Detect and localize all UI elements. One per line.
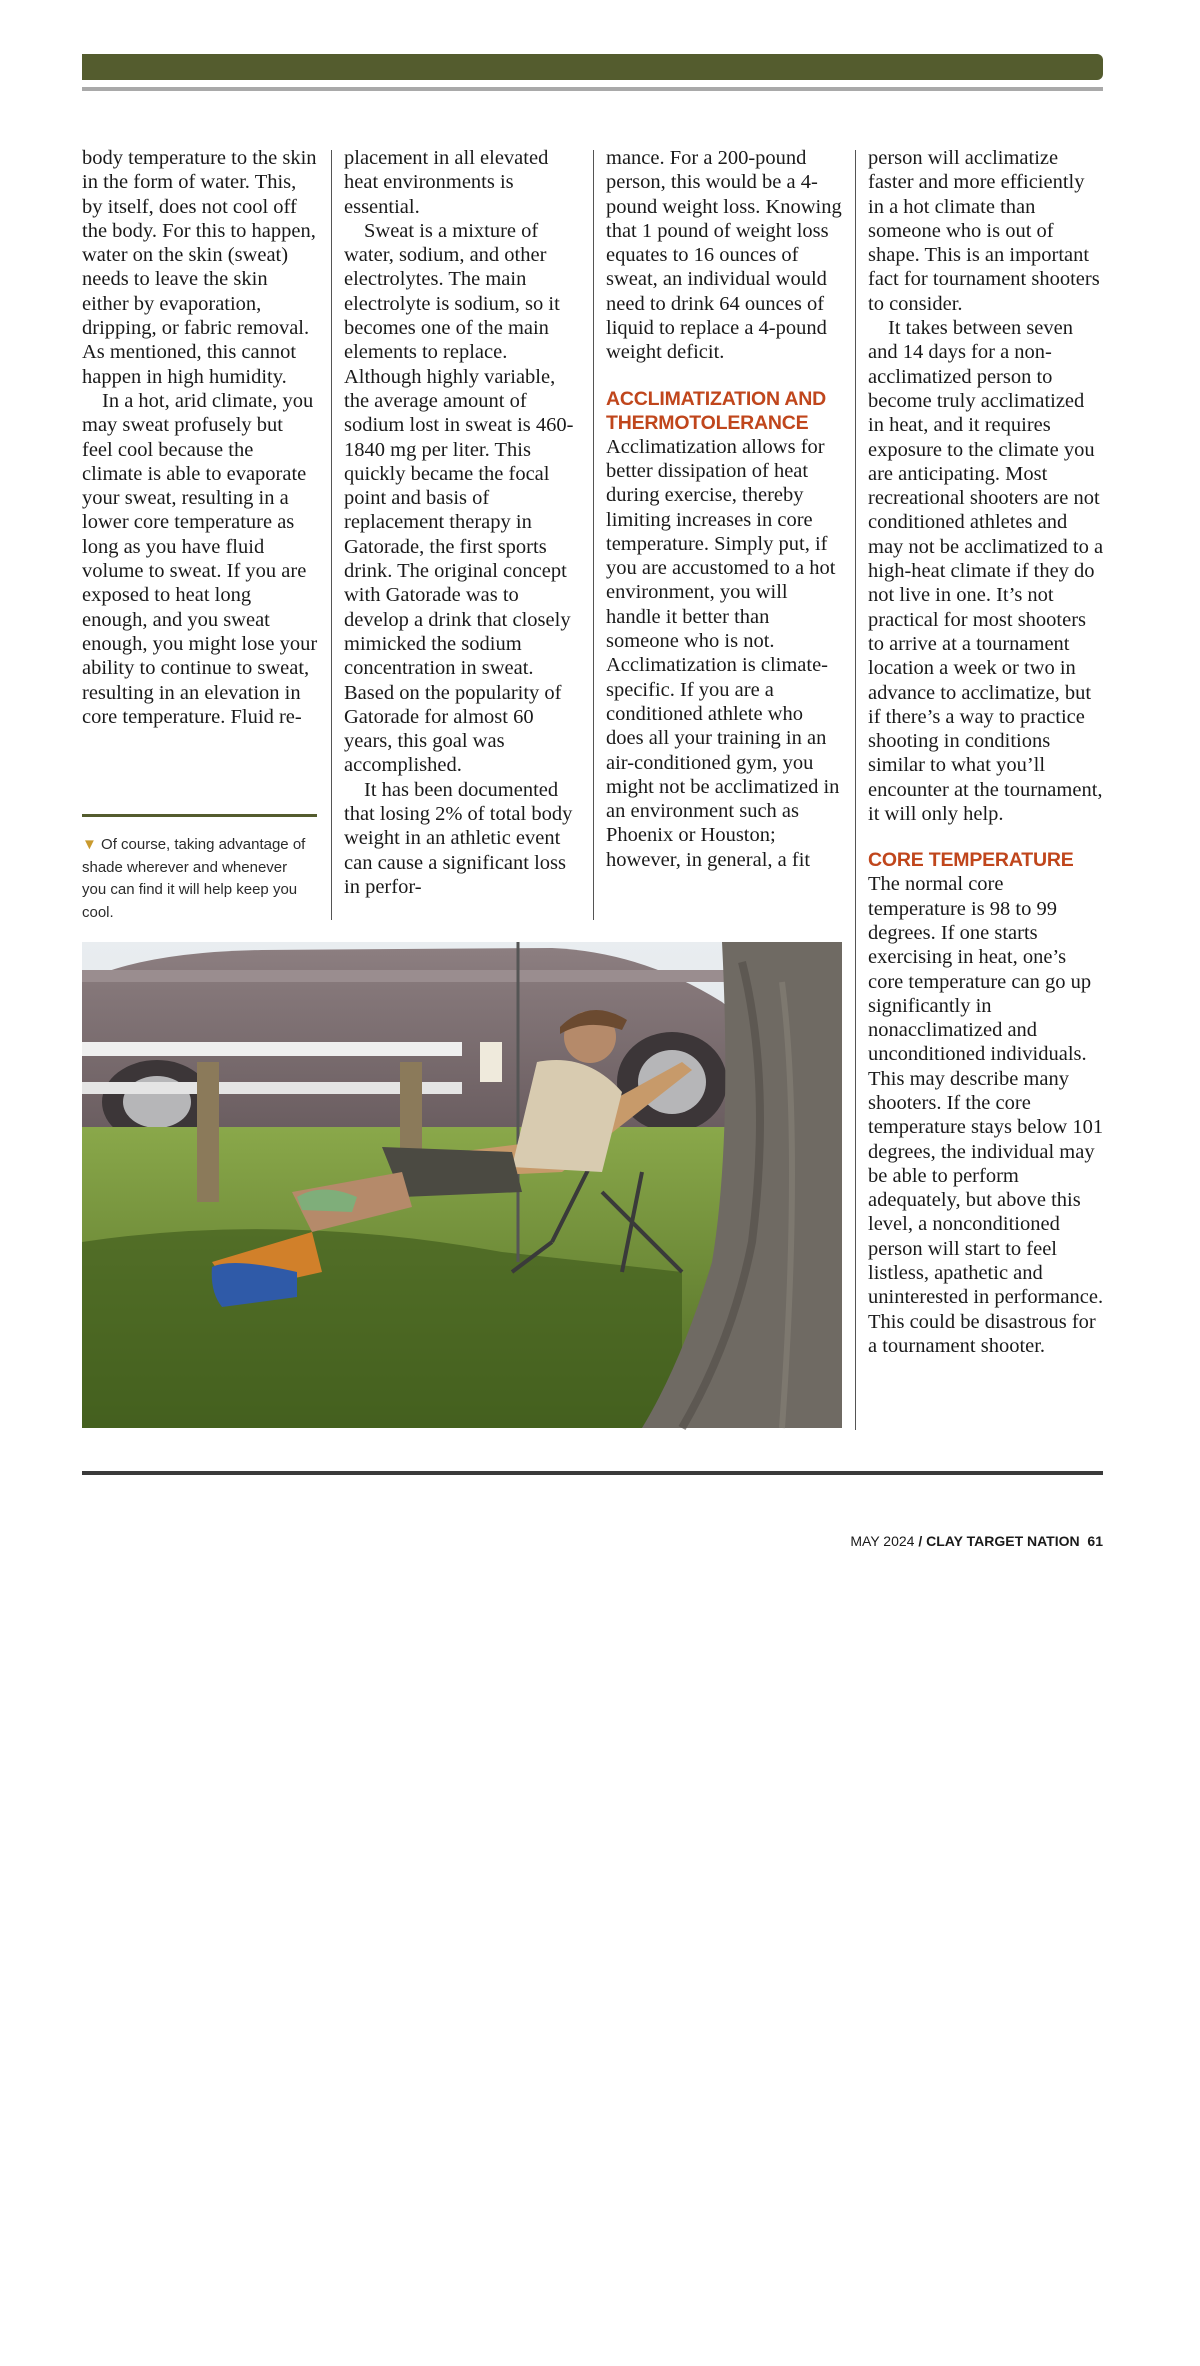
caption-text: Of course, taking advantage of shade wherever and whenever you can find it will help keep you cool. xyxy=(82,836,306,921)
paragraph: The normal core temperature is 98 to 99 degrees. If one starts exercising in heat, one’s core temperature can go up significantly in nonacclimatized and unconditioned individuals. This may describe many shooters. If the core temperature stays below 101 degrees, the individual may be able to perform adequately, but above this level, a nonconditioned person will start to feel listless, apathetic and uninterested in performance. This could be disastrous for a tournament shooter. xyxy=(868,873,1104,1357)
paragraph: Sweat is a mixture of water, sodium, and other electrolytes. The main electrolyte is sodium, so it becomes one of the main elements to replace. Although highly variable, the average amount of sodium lost in sweat is 460-1840 mg per liter. This quickly became the focal point and basis of replacement therapy in Gatorade, the first sports drink. The original concept with Gatorade was to develop a drink that closely mimicked the sodium concentration in sweat. Based on the popularity of Gatorade for almost 60 years, this goal was accomplished. xyxy=(344,219,574,777)
paragraph: In a hot, arid climate, you may sweat profusely but feel cool because the climate is able to evaporate your sweat, resulting in a lower core temperature as long as you have fluid volume to sweat. If you are exposed to heat long enough, and you sweat enough, you might lose your ability to continue to sweat, resulting in an elevation in core temperature. Fluid re- xyxy=(82,389,318,728)
paragraph: It takes between seven and 14 days for a non-acclimatized person to become truly acclimatized in heat, and it requires exposure to the climate you are anticipating. Most recreational shooters are not conditioned athletes and may not be acclimatized to a high-heat climate if they do not live in one. It’s not practical for most shooters to arrive at a tournament location a week or two in advance to acclimatize, but if there’s a way to practice shooting in conditions similar to what you’ll encounter at the tournament, it will only help. xyxy=(868,317,1104,826)
page-footer xyxy=(850,1533,1103,1549)
column-divider xyxy=(331,150,332,920)
paragraph: mance. For a 200-pound person, this would be a 4-pound weight loss. Knowing that 1 pound of weight loss equates to 16 ounces of sweat, an individual would need to drink 64 ounces of liquid to replace a 4-pound weight deficit. xyxy=(606,147,842,364)
paragraph: body temperature to the skin in the form of water. This, by itself, does not cool off the body. For this to happen, water on the skin (sweat) needs to leave the skin either by evaporation, dripping, or fabric removal. As mentioned, this cannot happen in high humidity. xyxy=(82,147,317,388)
column-1 xyxy=(82,146,318,729)
section-heading: ACCLIMATIZATION AND THERMOTOLERANCE xyxy=(606,387,827,434)
page-number: 61 xyxy=(1087,1533,1103,1549)
section-heading: CORE TEMPERATURE xyxy=(868,849,1074,872)
footer-rule xyxy=(82,1471,1103,1475)
column-2 xyxy=(344,146,580,899)
footer-date: MAY 2024 xyxy=(850,1533,915,1549)
paragraph: person will acclimatize faster and more efficiently in a hot climate than someone who is out of shape. This is an important fact for tournament shooters to consider. xyxy=(868,147,1100,315)
header-rule xyxy=(82,87,1103,91)
column-divider xyxy=(855,150,856,1430)
paragraph: placement in all elevated heat environments is essential. xyxy=(344,147,549,218)
caption-triangle-icon: ▼ xyxy=(82,836,97,853)
column-3 xyxy=(606,146,842,872)
photo-credit: JENNIFER WILSON xyxy=(902,2264,914,2360)
photo-caption xyxy=(82,834,312,924)
footer-magazine: CLAY TARGET NATION xyxy=(926,1533,1080,1549)
caption-rule xyxy=(82,814,317,817)
column-4 xyxy=(868,146,1104,1358)
column-divider xyxy=(593,150,594,920)
footer-separator: / xyxy=(918,1533,923,1549)
paragraph: Acclimatization allows for better dissipation of heat during exercise, thereby limiting increases in core temperature. Simply put, if you are accustomed to a hot environment, you will handle it better than someone who is not. Acclimatization is climate-specific. If you are a conditioned athlete who does all your training in an air-conditioned gym, you might not be acclimatized in an environment such as Phoenix or Houston; however, in general, a fit xyxy=(606,435,840,871)
paragraph: It has been documented that losing 2% of total body weight in an athletic event can cause a significant loss in perfor- xyxy=(344,778,573,898)
header-band xyxy=(82,54,1103,80)
